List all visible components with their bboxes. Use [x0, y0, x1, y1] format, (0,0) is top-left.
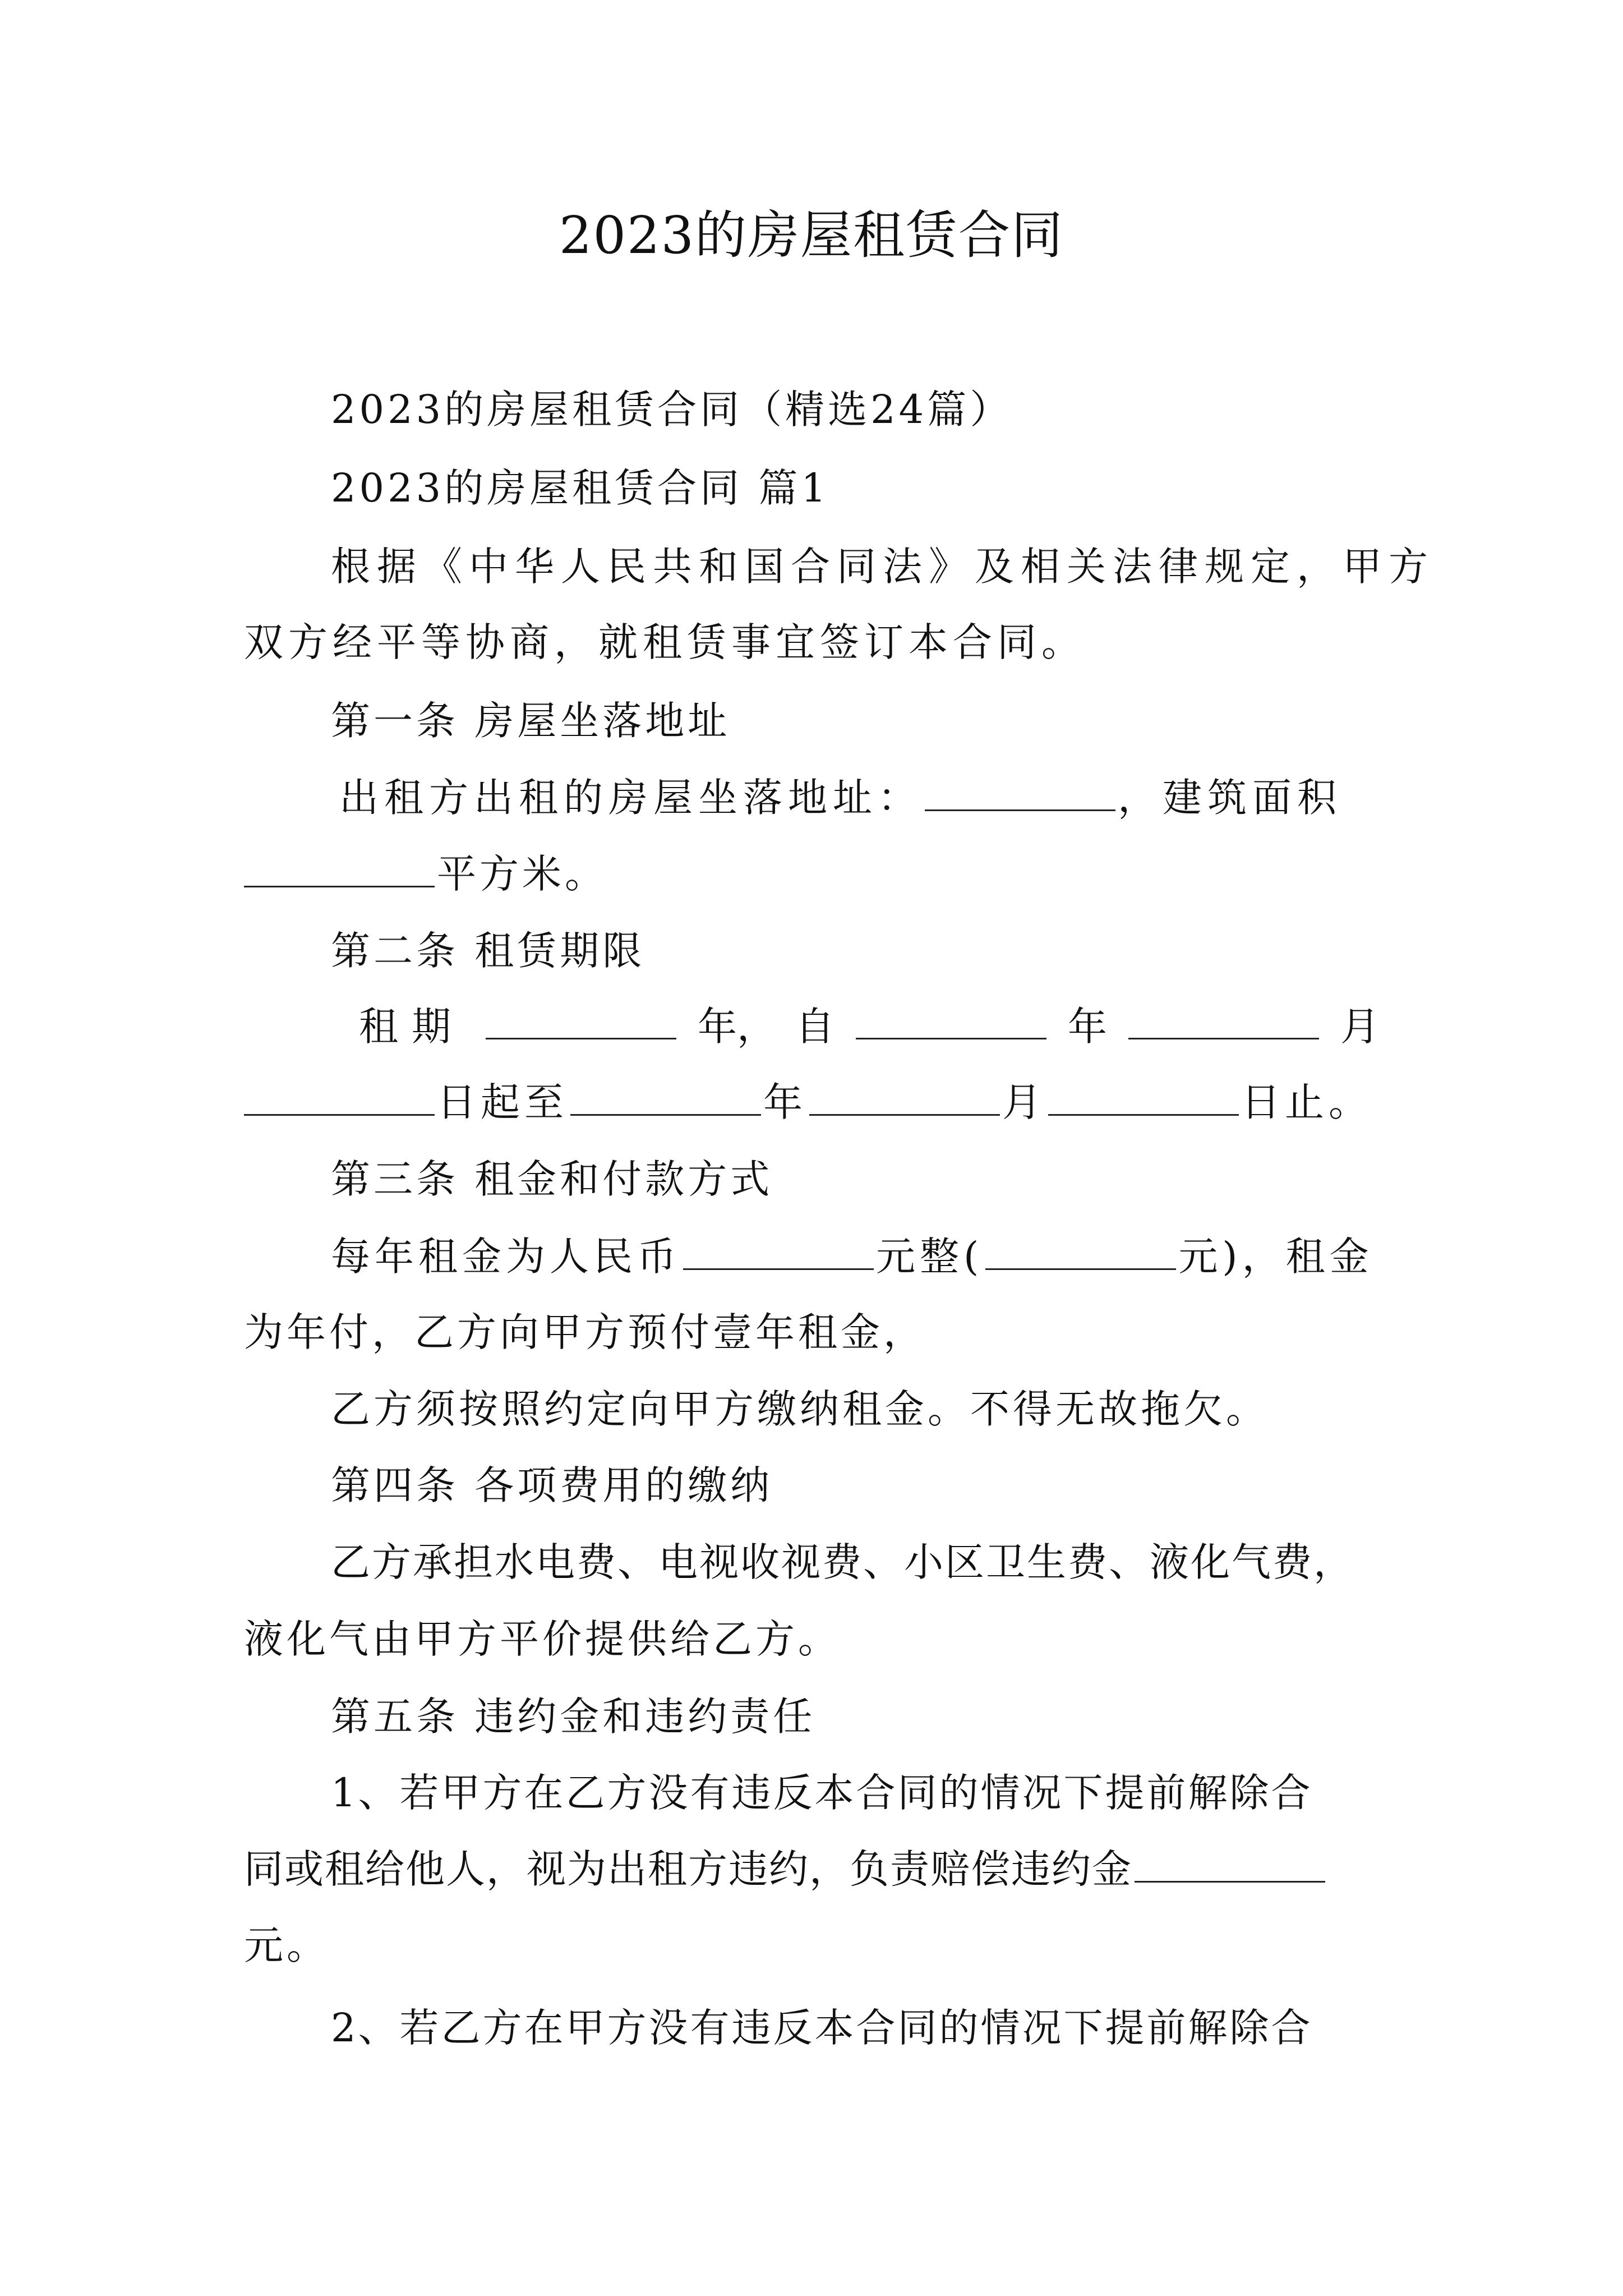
article-4-line-1: 乙方承担水电费、电视收视费、小区卫生费、液化气费， — [331, 1539, 1354, 1585]
article-5-para-1-line-1: 1、若甲方在乙方没有违反本合同的情况下提前解除合 — [331, 1770, 1313, 1816]
article-2-line-1 — [359, 999, 1380, 1055]
article-3-heading: 第三条 租金和付款方式 — [331, 1156, 773, 1202]
start-month-blank — [1128, 999, 1319, 1039]
article-3-line-1 — [331, 1228, 1373, 1285]
article-2-line-2 — [244, 1074, 1372, 1130]
end-month-blank — [809, 1075, 1000, 1116]
rent-words-blank — [683, 1229, 874, 1270]
rent-text-c: 元)，租金 — [1178, 1234, 1373, 1280]
article-1-text-a: 出租方出租的房屋坐落地址： — [339, 775, 923, 821]
end-year-blank — [570, 1075, 761, 1116]
penalty-amount-blank — [1135, 1842, 1325, 1883]
penalty-text: 同或租给他人，视为出租方违约，负责赔偿违约金 — [244, 1846, 1132, 1892]
start-day-label: 日起至 — [437, 1079, 568, 1125]
article-3-line-2: 为年付，乙方向甲方预付壹年租金， — [244, 1309, 926, 1355]
start-month-label: 月 — [1340, 1004, 1380, 1050]
article-5-heading: 第五条 违约金和违约责任 — [331, 1694, 816, 1740]
start-year-blank — [856, 999, 1046, 1039]
end-year-label: 年 — [763, 1079, 807, 1125]
term-years-blank — [486, 999, 676, 1039]
article-1-heading: 第一条 房屋坐落地址 — [331, 698, 731, 744]
area-blank — [244, 846, 435, 887]
article-4-heading: 第四条 各项费用的缴纳 — [331, 1462, 773, 1508]
rent-text-a: 每年租金为人民币 — [331, 1234, 681, 1280]
article-5-para-1-line-2 — [244, 1841, 1327, 1897]
article-5-para-1-line-3: 元。 — [244, 1922, 329, 1968]
rent-text-b: 元整( — [876, 1234, 984, 1280]
article-1-line-2 — [244, 846, 607, 902]
end-month-label: 月 — [1002, 1079, 1046, 1125]
start-year-label: 年 — [1068, 1004, 1107, 1050]
article-1-line-1 — [339, 770, 1342, 826]
article-2-heading: 第二条 租赁期限 — [331, 928, 645, 974]
article-4-line-2: 液化气由甲方平价提供给乙方。 — [244, 1616, 841, 1662]
term-label: 租期 — [359, 1004, 464, 1050]
from-label: 自 — [795, 1004, 834, 1050]
end-day-label: 日止。 — [1241, 1079, 1372, 1125]
subtitle: 2023的房屋租赁合同（精选24篇） — [331, 386, 1013, 432]
intro-line-1: 根据《中华人民共和国合同法》及相关法律规定，甲方 — [331, 544, 1435, 590]
start-day-blank — [244, 1075, 435, 1116]
intro-line-2: 双方经平等协商，就租赁事宜签订本合同。 — [244, 619, 1086, 665]
end-day-blank — [1048, 1075, 1239, 1116]
article-1-text-c: 平方米。 — [437, 851, 607, 897]
piece-heading: 2023的房屋租赁合同 篇1 — [331, 465, 829, 511]
rent-number-blank — [985, 1229, 1176, 1270]
address-blank — [925, 770, 1115, 811]
document-title: 2023的房屋租赁合同 — [559, 205, 1064, 265]
article-5-para-2-line-1: 2、若乙方在甲方没有违反本合同的情况下提前解除合 — [331, 2005, 1313, 2051]
term-years-label: 年， — [698, 1004, 776, 1050]
article-3-line-3: 乙方须按照约定向甲方缴纳租金。不得无故拖欠。 — [331, 1386, 1269, 1432]
article-1-text-b: ，建筑面积 — [1118, 775, 1342, 821]
